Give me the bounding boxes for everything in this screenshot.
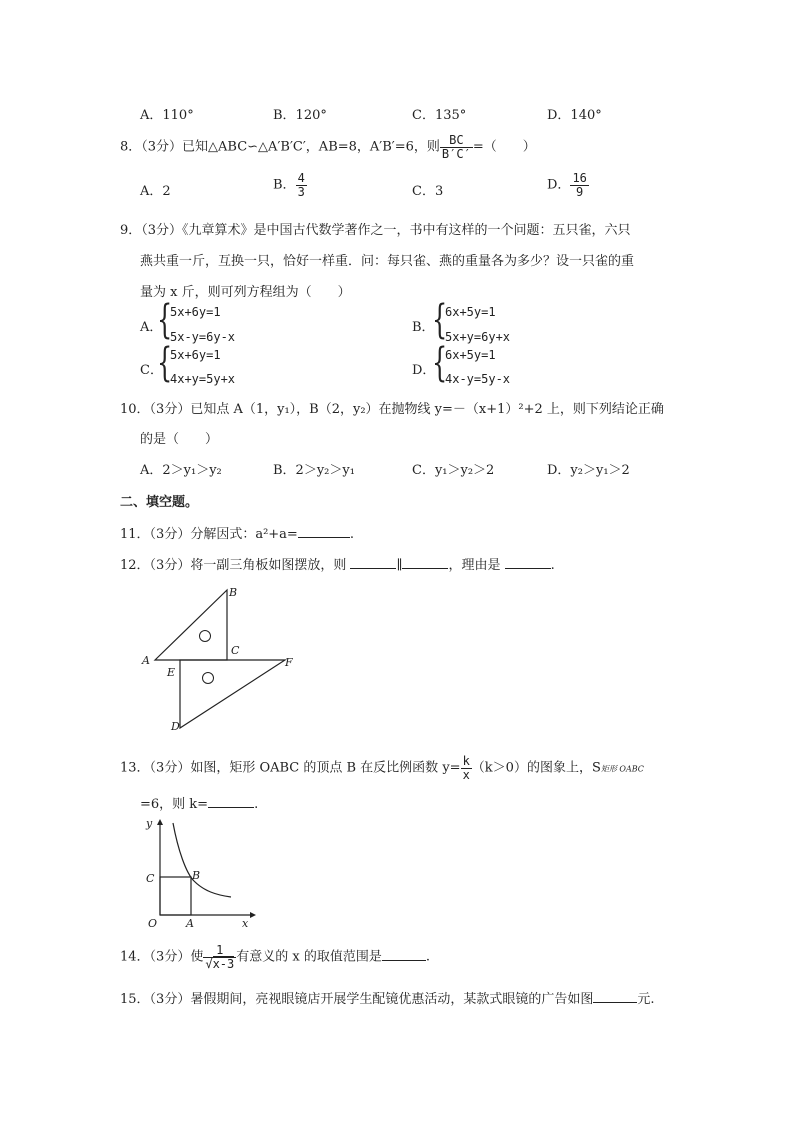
q12-reason: ，理由是: [448, 558, 501, 573]
q10-option-d: D．y₂＞y₁＞2: [547, 463, 630, 478]
q8-option-b-label: B．: [273, 177, 296, 193]
q8-fraction: [440, 134, 473, 160]
q11: [120, 523, 354, 542]
q13-subscript: 矩形 OABC: [600, 764, 644, 774]
q13-frac-den: x: [462, 767, 470, 782]
fig12-label-a: A: [142, 654, 150, 667]
q8-stem-end: =（ ）: [472, 139, 536, 155]
q13-answer-blank[interactable]: [208, 807, 254, 808]
q10-line-1: 10．（3分）已知点 A（1，y₁），B（2，y₂）在抛物线 y=－（x+1）²+2 上，则下列结论正确: [120, 402, 664, 417]
q15-answer-blank[interactable]: [593, 1002, 637, 1003]
section-heading-fill-in: 二、填空题。: [120, 495, 199, 510]
q14-frac-num: 1: [216, 943, 224, 957]
q9-option-d-label: D．: [412, 363, 436, 378]
q13-line-2-text: =6，则 k=: [140, 797, 209, 812]
q8-option-b-den: 3: [297, 184, 305, 199]
q11-end: .: [349, 527, 354, 542]
q14-end: 有意义的 x 的取值范围是: [236, 949, 382, 965]
q14-fraction: [203, 944, 236, 970]
q9-option-b-label: B．: [412, 320, 435, 335]
q14-start: 14．（3分）使: [120, 949, 204, 965]
q14-radicand: x-3: [212, 956, 235, 971]
fig12-triangle-abc: [155, 590, 227, 660]
fig13-label-y: y: [146, 817, 153, 830]
q13-end: .: [254, 797, 259, 812]
q8-option-d-den: 9: [570, 185, 588, 199]
q9-option-d-eq2: 4x-y=5y-x: [445, 372, 511, 386]
fig12-label-e: E: [167, 666, 176, 679]
q13-text: 13．（3分）如图，矩形 OABC 的顶点 B 在反比例函数 y=: [120, 760, 461, 776]
q9-option-c-eq2: 4x+y=5y+x: [170, 372, 236, 386]
fig12-label-b: B: [229, 586, 238, 599]
q8-stem-start: 8．（3分）已知△ABC∽△A′B′C′，AB=8，A′B′=6，则: [120, 139, 440, 155]
q8-option-b-num: 4: [297, 171, 305, 185]
fig13-label-c: C: [146, 872, 155, 885]
q7-option-a: A．110°: [140, 108, 194, 123]
q9-option-c-eq1: 5x+6y=1: [170, 348, 221, 362]
q12-triangle-figure: [135, 580, 305, 740]
q10-option-a: A．2＞y₁＞y₂: [140, 463, 222, 478]
q12-parallel: ∥: [396, 558, 403, 573]
q14-end-2: .: [425, 949, 430, 965]
q10-option-c: C．y₁＞y₂＞2: [412, 463, 495, 478]
q15: [120, 988, 654, 1007]
q12-answer-blank-1[interactable]: [350, 568, 396, 569]
q8-frac-den: B′C′: [441, 146, 471, 161]
q9-option-a-label: A．: [140, 320, 163, 335]
fig13-x-arrow: [250, 912, 256, 918]
q9-line-2: 燕共重一斤，互换一只，恰好一样重．问：每只雀、燕的重量各为多少？设一只雀的重: [140, 254, 635, 269]
fig12-label-f: F: [285, 656, 293, 669]
q8-option-b-fraction: [296, 172, 307, 198]
q11-text: 11．（3分）分解因式：a²+a=: [120, 527, 298, 542]
q13-frac-num: k: [462, 754, 470, 768]
fig12-label-d: D: [171, 720, 180, 733]
fig13-y-arrow: [157, 819, 163, 825]
q13-line-1: [120, 755, 644, 781]
fig13-label-b: B: [192, 869, 201, 882]
q7-option-d: D．140°: [547, 108, 602, 123]
q12-text: 12．（3分）将一副三角板如图摆放，则: [120, 558, 347, 573]
fig12-hole-1: [200, 631, 211, 642]
q9-option-c-label: C．: [140, 363, 163, 378]
q9-option-d-eq1: 6x+5y=1: [445, 348, 496, 362]
fig13-rectangle-oabc: [160, 877, 191, 915]
q9-option-c-brace: {: [157, 340, 173, 386]
q9-option-a-eq2: 5x-y=6y-x: [170, 330, 236, 344]
q12-answer-blank-2[interactable]: [402, 568, 448, 569]
q8-option-d-num: 16: [572, 171, 587, 185]
q10-option-b: B．2＞y₂＞y₁: [273, 463, 355, 478]
q8-option-d-label: D．: [547, 177, 571, 193]
q8-stem: [120, 134, 536, 160]
q15-text: 15．（3分）暑假期间，亮视眼镜店开展学生配镜优惠活动，某款式眼镜的广告如图: [120, 992, 594, 1007]
q9-option-a-brace: {: [157, 297, 173, 343]
fig13-label-a: A: [186, 917, 194, 930]
q11-answer-blank[interactable]: [298, 537, 350, 538]
fig12-label-c: C: [231, 644, 240, 657]
q12-end: .: [550, 558, 555, 573]
fig12-hole-2: [203, 673, 214, 684]
fig13-hyperbola: [173, 823, 231, 897]
sqrt-icon: √: [205, 956, 213, 971]
q13-fraction: [461, 755, 472, 781]
q10-line-2: 的是（ ）: [140, 432, 219, 447]
q8-option-a: A．2: [140, 184, 171, 199]
q9-option-b-brace: {: [432, 297, 448, 343]
q9-option-b-eq2: 5x+y=6y+x: [445, 330, 511, 344]
q9-option-a-eq1: 5x+6y=1: [170, 305, 221, 319]
q8-frac-num: BC: [449, 133, 464, 147]
q13-graph-figure: [138, 815, 258, 935]
q13-text-2: （k＞0）的图象上，S: [471, 760, 601, 776]
q8-option-d: [547, 172, 589, 198]
q9-line-1: 9．（3分）《九章算术》是中国古代数学著作之一，书中有这样的一个问题：五只雀，六只: [120, 223, 631, 238]
q14-answer-blank[interactable]: [382, 960, 426, 961]
q9-option-b-eq1: 6x+5y=1: [445, 305, 496, 319]
q12: [120, 554, 555, 573]
q8-option-c: C．3: [412, 184, 444, 199]
q15-end: 元.: [637, 992, 655, 1007]
q7-option-c: C．135°: [412, 108, 467, 123]
q8-option-b: [273, 172, 307, 198]
fig13-label-x: x: [242, 917, 249, 930]
q14: [120, 944, 430, 970]
q13-line-2: [140, 793, 258, 812]
q8-option-d-fraction: [570, 172, 588, 198]
fig12-triangle-def: [180, 660, 285, 728]
fig13-label-o: O: [148, 917, 158, 930]
q9-option-d-brace: {: [432, 340, 448, 386]
q14-frac-den: [203, 957, 236, 971]
q7-option-b: B．120°: [273, 108, 327, 123]
q9-line-3: 量为 x 斤，则可列方程组为（ ）: [140, 285, 351, 300]
q12-answer-blank-3[interactable]: [505, 568, 551, 569]
